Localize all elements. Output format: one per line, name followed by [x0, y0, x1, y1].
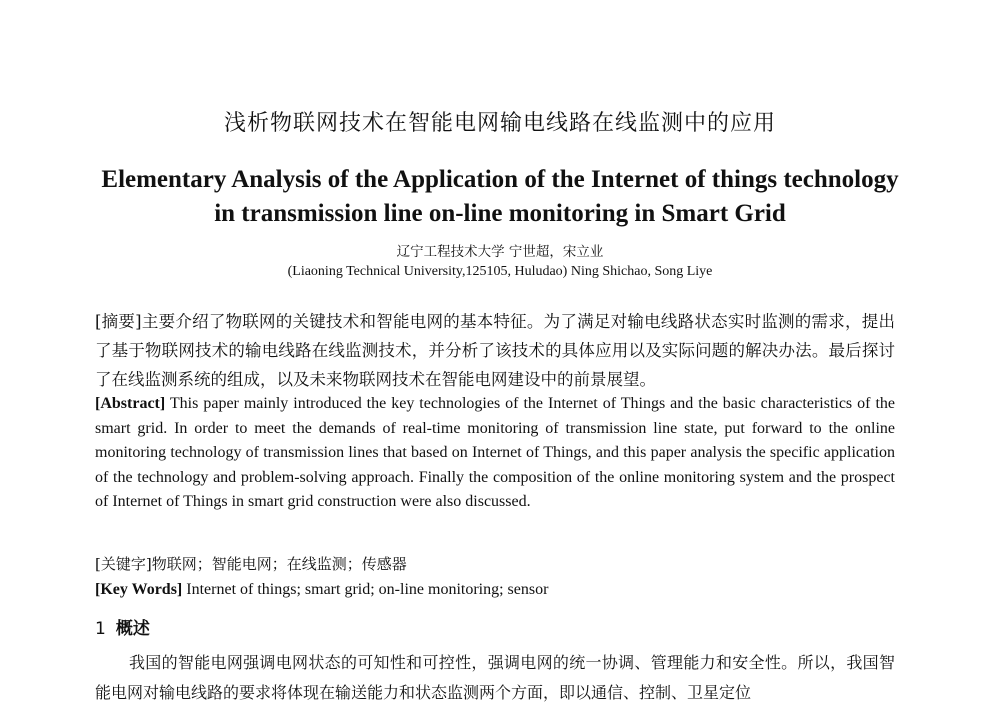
- section-number: 1: [95, 619, 106, 639]
- abstract-chinese: [95, 307, 895, 394]
- section-title: 概述: [115, 619, 150, 639]
- keywords-english: [95, 578, 895, 602]
- keywords-chinese: [95, 552, 895, 576]
- keywords-english-text: Internet of things; smart grid; on-line monitoring; sensor: [182, 581, 549, 598]
- affiliation-chinese: 辽宁工程技术大学 宁世超，宋立业: [396, 244, 604, 260]
- abstract-chinese-tag: [摘要]: [95, 312, 142, 331]
- section-heading: [95, 614, 150, 639]
- keywords-chinese-text: 物联网；智能电网；在线监测；传感器: [151, 555, 407, 573]
- abstract-english-tag: [Abstract]: [95, 395, 166, 412]
- abstract-english-text: This paper mainly introduced the key technologies of the Internet of Things and the basic characteristics of the smart grid. In order to meet the demands of real-time monitoring of transmission line state, put forward to the online monitoring technology of transmission lines that based on Internet of Things, and this paper analysis the specific application of the technology and problem-solving approach. Finally the composition of the online monitoring system and the prospect of Internet of Things in smart grid construction were also discussed.: [95, 395, 895, 510]
- abstract-english: [95, 392, 895, 515]
- body-paragraph: 我国的智能电网强调电网状态的可知性和可控性，强调电网的统一协调、管理能力和安全性。所以，我国智能电网对输电线路的要求将体现在输送能力和状态监测两个方面，即以通信、控制、卫星定位: [95, 653, 895, 702]
- abstract-chinese-text: 主要介绍了物联网的关键技术和智能电网的基本特征。为了满足对输电线路状态实时监测的需求，提出了基于物联网技术的输电线路在线监测技术，并分析了该技术的具体应用以及实际问题的解决办法。最后探讨了在线监测系统的组成，以及未来物联网技术在智能电网建设中的前景展望。: [95, 312, 896, 389]
- english-title: Elementary Analysis of the Application of the Internet of things technology in transmission line on-line monitoring in Smart Grid: [101, 166, 899, 227]
- keywords-chinese-tag: [关键字]: [95, 555, 152, 573]
- chinese-title: 浅析物联网技术在智能电网输电线路在线监测中的应用: [223, 111, 776, 136]
- keywords-english-tag: [Key Words]: [95, 581, 183, 598]
- affiliation-english: (Liaoning Technical University,125105, Huludao) Ning Shichao, Song Liye: [287, 264, 713, 279]
